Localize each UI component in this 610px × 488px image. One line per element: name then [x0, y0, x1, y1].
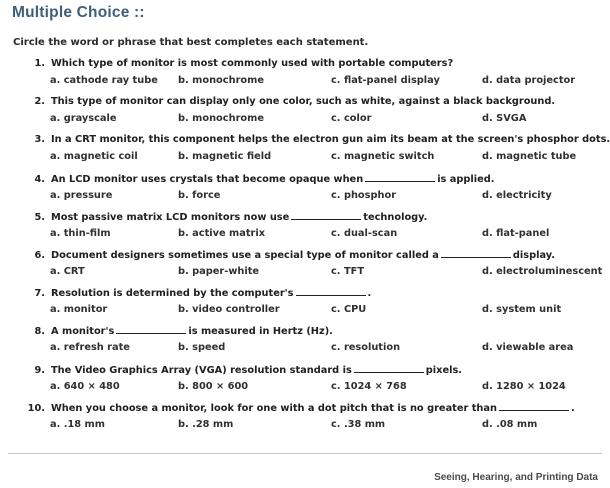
answer-choice-c[interactable]: c. resolution [331, 342, 401, 354]
question-text-end: . [367, 288, 372, 300]
answer-choice-c[interactable]: c. flat-panel display [331, 75, 440, 86]
question-stem [24, 58, 453, 69]
question-number: 6. [34, 249, 45, 261]
question-text: An LCD monitor uses crystals that become opaque when [51, 173, 364, 185]
question-text: When you choose a monitor, look for one with a dot pitch that is no greater than [51, 402, 497, 414]
question-text: Document designers sometimes use a special type of monitor called a [51, 249, 439, 261]
question-number: 9. [34, 364, 45, 376]
answer-choice-d[interactable]: d. data projector [482, 75, 576, 86]
question-text: This type of monitor can display only one color, such as white, against a black background. [51, 96, 556, 108]
answer-choice-b[interactable]: b. video controller [178, 304, 280, 316]
answer-choices [0, 228, 610, 242]
answer-choice-b[interactable]: b. magnetic field [178, 151, 272, 163]
question-number: 5. [34, 211, 45, 223]
answer-blank [116, 325, 186, 334]
instructions: Circle the word or phrase that best completes each statement. [13, 37, 369, 48]
question-list [0, 58, 610, 440]
question-text-end: display. [512, 249, 555, 261]
answer-choices [0, 304, 610, 318]
question-text: In a CRT monitor, this component helps the electron gun aim its beam at the screen's phosphor dots. [51, 134, 610, 146]
answer-choice-b[interactable]: b. force [178, 189, 221, 201]
question-text-end: is measured in Hertz (Hz). [188, 326, 333, 338]
answer-choice-a[interactable]: a. monitor [50, 304, 108, 316]
answer-choice-b[interactable]: b. monochrome [178, 113, 264, 125]
answer-choice-d[interactable]: d. viewable area [482, 342, 574, 354]
answer-choice-a[interactable]: a. pressure [50, 189, 113, 201]
question-text: Resolution is determined by the computer's [51, 288, 294, 300]
question-text-end: pixels. [425, 364, 463, 376]
answer-choice-c[interactable]: c. dual-scan [331, 227, 398, 239]
answer-choice-c[interactable]: c. .38 mm [331, 418, 386, 430]
answer-choice-a[interactable]: a. cathode ray tube [50, 75, 158, 86]
question-item [0, 249, 610, 287]
question-stem [24, 364, 462, 376]
answer-choices [0, 75, 610, 89]
answer-choices [0, 342, 610, 356]
question-stem [24, 211, 427, 223]
answer-choice-c[interactable]: c. magnetic switch [331, 151, 435, 163]
question-stem [24, 402, 575, 414]
answer-choice-b[interactable]: b. 800 × 600 [178, 380, 249, 392]
question-number: 1. [34, 58, 45, 69]
answer-choices [0, 113, 610, 127]
answer-choice-b[interactable]: b. active matrix [178, 227, 266, 239]
footer-text: Seeing, Hearing, and Printing Data [434, 472, 598, 483]
question-number: 8. [34, 326, 45, 338]
answer-choice-a[interactable]: a. grayscale [50, 113, 117, 125]
answer-choice-d[interactable]: d. magnetic tube [482, 151, 577, 163]
question-text-end: . [571, 402, 575, 414]
answer-choice-b[interactable]: b. paper-white [178, 265, 260, 277]
question-number: 10. [27, 402, 45, 414]
answer-choice-b[interactable]: b. speed [178, 342, 226, 354]
question-text-end: technology. [363, 211, 428, 223]
question-item [0, 211, 610, 249]
answer-choice-a[interactable]: a. magnetic coil [50, 151, 138, 163]
question-text: Most passive matrix LCD monitors now use [51, 211, 290, 223]
answer-choice-a[interactable]: a. CRT [50, 265, 85, 277]
question-stem [24, 173, 495, 185]
answer-choice-a[interactable]: a. 640 × 480 [50, 380, 120, 392]
question-text-end: is applied. [437, 173, 495, 185]
answer-blank [354, 364, 424, 373]
question-item [0, 96, 610, 134]
answer-choice-c[interactable]: c. color [331, 113, 372, 125]
answer-choice-c[interactable]: c. 1024 × 768 [331, 380, 407, 392]
question-item [0, 173, 610, 211]
footer-divider [8, 453, 602, 454]
answer-choice-a[interactable]: a. thin-film [50, 227, 111, 239]
answer-choice-a[interactable]: a. refresh rate [50, 342, 130, 354]
question-number: 3. [34, 134, 45, 146]
answer-choice-d[interactable]: d. electroluminescent [482, 265, 603, 277]
question-stem [24, 287, 371, 299]
answer-blank [291, 211, 361, 220]
question-item [0, 58, 610, 96]
answer-choice-a[interactable]: a. .18 mm [50, 418, 105, 430]
question-stem [24, 96, 555, 107]
question-stem [24, 249, 555, 261]
answer-choice-d[interactable]: d. SVGA [482, 113, 527, 125]
answer-choices [0, 151, 610, 165]
answer-choice-d[interactable]: d. .08 mm [482, 418, 538, 430]
answer-blank [499, 402, 569, 411]
answer-choices [0, 381, 610, 395]
question-item [0, 287, 610, 325]
question-stem [24, 325, 333, 337]
question-stem [24, 134, 610, 145]
answer-choices [0, 190, 610, 204]
question-number: 7. [34, 288, 45, 300]
question-item [0, 325, 610, 363]
answer-choice-d[interactable]: d. electricity [482, 189, 552, 201]
answer-choice-c[interactable]: c. phosphor [331, 189, 397, 201]
question-text: The Video Graphics Array (VGA) resolution standard is [51, 364, 352, 376]
answer-choices [0, 266, 610, 280]
answer-blank [365, 173, 435, 182]
answer-blank [296, 287, 366, 296]
answer-choice-c[interactable]: c. TFT [331, 265, 364, 277]
answer-choice-d[interactable]: d. flat-panel [482, 227, 550, 239]
answer-choice-b[interactable]: b. monochrome [178, 75, 264, 86]
answer-choice-d[interactable]: d. system unit [482, 304, 562, 316]
question-item [0, 364, 610, 402]
answer-choice-d[interactable]: d. 1280 × 1024 [482, 380, 566, 392]
question-item [0, 402, 610, 440]
answer-choices [0, 419, 610, 433]
question-text: Which type of monitor is most commonly used with portable computers? [51, 58, 454, 69]
answer-choice-b[interactable]: b. .28 mm [178, 418, 234, 430]
question-number: 4. [34, 173, 45, 185]
page-title: Multiple Choice :: [12, 4, 145, 21]
question-item [0, 134, 610, 172]
question-number: 2. [34, 96, 45, 108]
question-text: A monitor's [51, 326, 115, 338]
answer-choice-c[interactable]: c. CPU [331, 304, 367, 316]
answer-blank [441, 249, 511, 258]
